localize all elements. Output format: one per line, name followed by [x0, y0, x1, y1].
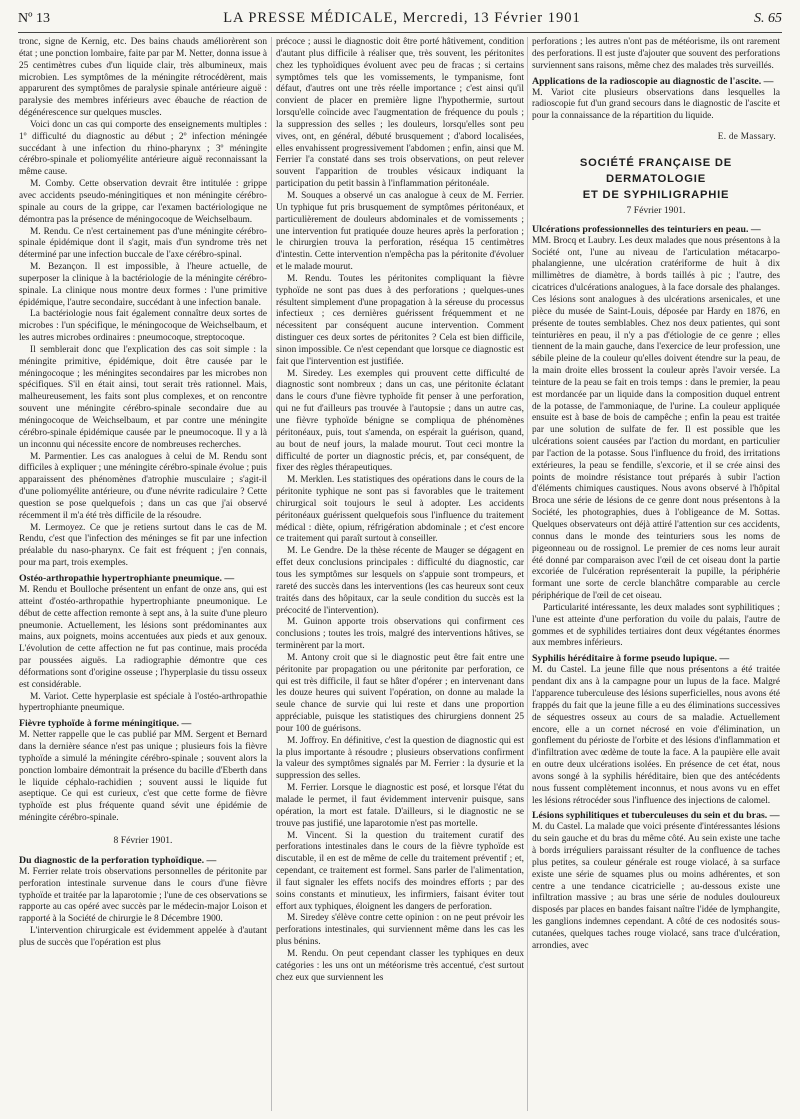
- paragraph: Particularité intéressante, les deux malades sont syphilitiques ; l'une est atteinte d'une perforation du voile du palais, l'autre de gommes et de syphilides tertiaires dont deux végétantes énormes aux membres inférieurs.: [532, 602, 780, 649]
- paragraph: M. Variot. Cette hyperplasie est spéciale à l'ostéo-arthropathie hypertrophiante pneumique.: [19, 691, 267, 714]
- column-3: [532, 37, 780, 1113]
- paragraph: M. Rendu. On peut cependant classer les typhiques en deux catégories : les uns ont un météorisme très accentué, c'est surtout chez eux que surviennent les: [276, 948, 524, 983]
- paragraph: L'intervention chirurgicale est évidemment appelée à d'autant plus de succès que l'opération est plus: [19, 926, 267, 948]
- paragraph: tronc, signe de Kernig, etc. Des bains chauds améliorèrent son état ; une ponction lombaire, faite par par M. Netter, donna issue à 25 centimètres cubes d'un liquide clair, très albumineux, mais microbien. Les symptômes de la méningite rétrocédèrent, mais apparurent des symptômes de paralysie spinale antérieure aiguë : paralysie des membres inférieurs avec ébauche de réaction de dégénérescence sur quelques muscles.: [19, 37, 267, 119]
- paragraph: M. Rendu et Boulloche présentent un enfant de onze ans, qui est atteint d'ostéo-arthropathie hypertrophiante pneumonique. Le début de cette affection remonte à sept ans, à la suite d'une pleuro pneumonie. Actuellement, les lésions sont prédominantes aux mains, aux poignets, moins accentuées aux pieds et aux genoux. L'évolution de cette affection ne fut pas continue, mais procéda par poussées aiguës. La radiographie démontre que ces déformations sont d'origine osseuse ; l'hyperplasie du tissu osseux est considérable.: [19, 584, 267, 690]
- column-divider: [271, 37, 272, 1111]
- section-heading: Fièvre typhoïde à forme méningitique. —: [19, 718, 192, 730]
- section-heading: Ulcérations professionnelles des teinturiers en peau. —: [532, 223, 761, 235]
- column-divider: [527, 37, 528, 1111]
- paragraph: MM. Brocq et Laubry. Les deux malades que nous présentons à la Société ont, l'une au niveau de l'articulation métacarpo-phalangienne, une ulcération cratériforme de huit à dix millimètres de diamètre, à bords taillés à pic ; l'autre, des cicatrices d'ulcérations analogues, à la face dorsale des phalanges. Ces lésions sont analogues à des ulcérations arsenicales, et une pièce du musée de Saint-Louis, déposée par Hardy en 1876, en présente de toutes semblables. Chez nos deux patientes, qui sont teinturières en peau, il n'y a pas d'étiologie de ce genre ; elles tiennent de la main gauche, dans l'exercice de leur profession, une sébile pleine de la couleur qu'elles doivent étendre sur la peau, de la main droite elles brossent la couleur après l'avoir versée. La teinture de la peau se fait en trois temps : dans le premier, la peau est mordancée par un liquide dans la composition duquel entrent de la potasse, de l'ammoniaque, de l'urine. La couleur appliquée ensuite est à base de bois de campêche ; enfin la peau est traitée par une solution de sulfate de fer. Il est possible que les ulcérations soient causées par l'action du mordant, en particulier par l'action de la potasse. Sous l'influence du froid, des irritations extérieures, la peau se fendille, s'excorie, et il se crée ainsi des points de moindre résistance tout préparés à subir l'action d'éléments chimiques caustiques. Nous avons observé à l'hôpital Broca une série de lésions de ce genre dont nous présentons à la Société, les photographies, dues à l'obligeance de M. Sottas. Quelques observateurs ont déjà attiré l'attention sur ces accidents, connus dans le monde des teinturiers sous les noms de pigeonneau ou de rossignol. Le premier de ces noms leur aurait été donné par comparaison avec l'œil de cet oiseau dont la partie excoriée de l'ulcération représenterait la pupille, la périphérie formant une sorte de cercle blanchâtre comparable au cercle périphérique de l'œil de cet oiseau.: [532, 235, 780, 602]
- paragraph: M. Vincent. Si la question du traitement curatif des perforations intestinales dans le cours de la fièvre typhoïde est discutable, il en est de même de celle du traitement préventif ; et, cependant, ce traitement est formel. Sans parler de l'alimentation, il faut signaler les effets nocifs des moindres efforts ; par des soins constants et minutieux, les infirmiers, faisant éviter tout effort aux typhiques, éloignent les dangers de perforation.: [276, 830, 524, 912]
- paragraph: Voici donc un cas qui comporte des enseignements multiples : 1º difficulté du diagnostic au début ; 2º infection méningée succédant à une infection du rhino-pharynx ; 3º méningite cérébro-spinale et poliomyélite antérieure aiguë reconnaissant la même cause.: [19, 119, 267, 178]
- paragraph: précoce ; aussi le diagnostic doit être porté hâtivement, condition d'autant plus difficile à réaliser que, très souvent, les péritonites chez les typhoïdiques évoluent avec peu de fracas ; si certains symptômes tels que les vomissements, le tympanisme, font défaut, d'autres ont une très réelle importance ; c'est ainsi qu'il convient de placer en première ligne l'hypothermie, surtout lorsqu'elle coïncide avec l'augmentation de fréquence du pouls ; la suppression des selles ; les douleurs, lorsqu'elles sont peu vives, ont, en général, débuté brusquement ; d'abord localisées, elles envahissent progressivement l'abdomen ; enfin, ainsi que M. Ferrier l'a constaté dans ses trois observations, on peut relever souvent l'apparition de troubles vésicaux indiquant la participation du petit bassin à l'inflammation péritonéale.: [276, 37, 524, 190]
- paragraph: M. Guinon apporte trois observations qui confirment ces conclusions ; toutes les trois, malgré des interventions hâtives, se terminèrent par la mort.: [276, 617, 524, 652]
- paragraph: M. Bezançon. Il est impossible, à l'heure actuelle, de superposer la clinique à la bactériologie de la méningite cérébro-spinale. La clinique nous montre deux formes : l'une primitive épidémique, l'autre secondaire, succédant à une infection banale.: [19, 262, 267, 308]
- paragraph: M. Comby. Cette observation devrait être intitulée : grippe avec accidents pseudo-méningitiques et non méningite cérébro-spinale au cours de la grippe, car l'examen bactériologique ne démontra pas la présence de méningocoque de Weichselbaum.: [19, 179, 267, 225]
- section-heading: Lésions syphilitiques et tuberculeuses du sein et du bras. —: [532, 810, 780, 822]
- society-heading: [532, 155, 780, 203]
- paragraph: perforations ; les autres n'ont pas de météorisme, ils ont rarement des perforations. Il est juste d'ajouter que souvent des perforations surviennent sans raisons, même chez des malades très surveillés.: [532, 37, 780, 71]
- journal-title: LA PRESSE MÉDICALE, Mercredi, 13 Février 1901: [223, 10, 581, 26]
- society-name-line-1: SOCIÉTÉ FRANÇAISE DE DERMATOLOGIE: [579, 156, 733, 185]
- section-heading: Applications de la radioscopie au diagnostic de l'ascite. —: [532, 75, 774, 87]
- paragraph: M. du Castel. La malade que voici présente d'intéressantes lésions du sein gauche et du bras du même côté. Au sein existe une tache à bords irréguliers paraissant résulter de la confluence de taches plus petites, sa couleur générale est rouge violacé, à sa surface existe une série de squames plus ou moins adhérentes, et son centre a une tendance cicatricielle ; au-dessous existe une infiltration massive ; au bras une série de nodules douloureux disposés par places en bandes faisant naître l'idée de lymphangite, les ganglions indemnes cependant. A côté de ces nodosités sous-cutanées, quelques taches rouge violacé, sans trace d'ulcération, arrondies, avec: [532, 822, 780, 951]
- paragraph: M. du Castel. La jeune fille que nous présentons a été traitée pendant dix ans à la campagne pour un lupus de la face. Malgré l'apparence tuberculeuse des lésions superficielles, nous avons été frappés du fait que la jeune fille a eu des éliminations successives de séquestres osseux au cours de sa maladie. Actuellement encore, elle a un cornet nécrosé en voie d'élimination, un gonflement du périoste de l'orbite et des lésions d'inflammation et d'infiltration avec œdème de toute la face. A la paupière elle avait en outre deux ulcérations isolées. En présence de cet état, nous avons songé à la syphilis héréditaire, bien que des antécédents nous fussent complètement inconnus, et nous avons vu en effet les lésions rétrocéder sous l'influence des injections de calomel.: [532, 665, 780, 806]
- header-rule: [18, 32, 782, 33]
- paragraph: M. Le Gendre. De la thèse récente de Mauger se dégagent en effet deux conclusions principales : difficulté du diagnostic, car tous les symptômes sur lesquels on s'appuie sont trompeurs, et rareté des succès dans les interventions (les cas heureux sont ceux traités dans des hôpitaux, car la seule condition du succès est la précocité de l'intervention).: [276, 546, 524, 616]
- section-heading: Ostéo-arthropathie hypertrophiante pneumique. —: [19, 572, 235, 584]
- paragraph: La bactériologie nous fait également connaître deux sortes de microbes : l'un spécifique, le méningocoque de Weichselbaum, et les autres microbes ordinaires : pneumocoque, streptocoque.: [19, 309, 267, 344]
- paragraph: M. Ferrier. Lorsque le diagnostic est posé, et lorsque l'état du malade le permet, il faut évidemment intervenir puisque, sans opération, la mort est fatale. D'ailleurs, si le diagnostic ne se trouve pas justifié, une laparotomie n'est pas mortelle.: [276, 783, 524, 829]
- section-heading: Syphilis héréditaire à forme pseudo lupique. —: [532, 653, 730, 665]
- section-heading: Du diagnostic de la perforation typhoïdique. —: [19, 854, 217, 866]
- issue-number: Nº 13: [18, 11, 50, 26]
- paragraph: M. Antony croit que si le diagnostic peut être fait entre une péritonite par propagation ou une péritonite par perforation, ce qui est très difficile, il faut se hâter d'opérer ; en intervenant dans les douze heures qui suivent l'opération, on donne au malade la seule chance de survie qui lui reste et dans une proportion appréciable, puisque les statistiques des chirurgiens donnent 25 pour 100 de guérisons.: [276, 652, 524, 734]
- page-folio: S. 65: [753, 11, 782, 26]
- paragraph: M. Siredey s'élève contre cette opinion : on ne peut prévoir les perforations intestinales, qui surviennent même dans les cas les plus bénins.: [276, 913, 524, 948]
- paragraph: M. Merklen. Les statistiques des opérations dans le cours de la péritonite typhique ne sont pas si favorables que le traitement chirurgical soit toujours le seul à adopter. Les accidents péritonéaux guérissent quelquefois sous l'influence du traitement médical : diète, opium, réfrigération abdominale ; et c'est encore ce traitement qui paraît surtout à conseiller.: [276, 475, 524, 545]
- session-date: 7 Février 1901.: [626, 204, 686, 216]
- page-header: [18, 10, 782, 30]
- paragraph: Il semblerait donc que l'explication des cas soit simple : la méningite primitive, épidémique, doit être causée par le méningocoque ; les méningites secondaires par les microbes non spécifiques. S'il en était ainsi, tout serait très rationnel. Mais, malheureusement, les faits sont plus complexes, et on rencontre souvent une méningite cérébro-spinale secondaire due au méningocoque de Weichselbaum, et par contre une méningite cérébro-spinale épidémique causée par le pneumocoque. Il y a là un inconnu qui nécessite encore de nombreuses recherches.: [19, 344, 267, 450]
- paragraph: M. Souques a observé un cas analogue à ceux de M. Ferrier. Un typhique fut pris brusquement de symptômes péritonéaux, et particulièrement de douleurs abdominales et de vomissements ; une intervention fut pratiquée douze heures après la perforation ; le chirurgien trouva la perforation, réséqua 15 centimètres d'intestin. Cette intervention n'empêcha pas la péritonite d'évoluer et le malade mourut.: [276, 190, 524, 273]
- paragraph: M. Rendu. Toutes les péritonites compliquant la fièvre typhoïde ne sont pas dues à des perforations ; quelques-unes résultent simplement d'une propagation à la séreuse du processus infectieux ; ces dernières guérissent fréquemment et ne nécessitent par conséquent aucune intervention. Comment distinguer ces deux sortes de péritonites ? Cela est bien difficile, sinon impossible. Ce n'est cependant que lorsque ce diagnostic est fait que l'intervention est justifiée.: [276, 273, 524, 367]
- paragraph: M. Joffroy. En définitive, c'est la question de diagnostic qui est la plus importante à résoudre ; plusieurs observations confirment la valeur des symptômes signalés par M. Ferrier : la dysurie et la suppression des selles.: [276, 735, 524, 782]
- column-1: [19, 37, 267, 1113]
- session-date: 8 Février 1901.: [113, 835, 173, 846]
- paragraph: M. Variot cite plusieurs observations dans lesquelles la radioscopie fut d'un grand secours dans le diagnostic de l'ascite et pour la connaissance de la répartition du liquide.: [532, 87, 780, 122]
- paragraph: M. Netter rappelle que le cas publié par MM. Sergent et Bernard dans la dernière séance n'est pas unique ; plusieurs fois la fièvre typhoïde a simulé la méningite cérébro-spinale ; souvent alors la ponction lombaire démontrait la présence du bacille d'Eberth dans le liquide céphalo-rachidien ; souvent aussi le liquide fut aseptique. Ce qui est curieux, c'est que cette forme de fièvre typhoïde est plus fréquente quand sévit une épidémie de méningite cérébro-spinale.: [19, 730, 267, 824]
- paragraph: M. Rendu. Ce n'est certainement pas d'une méningite cérébro-spinale épidémique dont il s'agit, mais d'un syndrome très net déterminé par une infection buccale de l'axe cérébro-spinal.: [19, 226, 267, 261]
- paragraph: M. Parmentier. Les cas analogues à celui de M. Rendu sont difficiles à expliquer ; une méningite cérébro-spinale évolue ; puis apparaissent des phénomènes d'atrophie musculaire ; s'agit-il d'une poliomyélite antérieure, ou d'une névrite radiculaire ? Cette question se pose quelquefois ; dans un cas que j'ai observé récemment il m'a été très difficile de la résoudre.: [19, 451, 267, 521]
- paragraph: M. Ferrier relate trois observations personnelles de péritonite par perforation intestinale survenue dans le cours d'une fièvre typhoïde et traitée par la laparotomie ; l'une de ces observations se rapporte au cas opéré avec succès par le médecin-major Loison et rapporté à la Société de chirurgie le 8 Décembre 1900.: [19, 866, 267, 925]
- author-signature: E. de Massary.: [717, 131, 776, 142]
- column-2: [276, 37, 524, 1113]
- paragraph: M. Siredey. Les exemples qui prouvent cette difficulté de diagnostic sont nombreux ; dans un cas, une péritonite éclatant dans le cours d'une fièvre typhoïde fit penser à une perforation, qui ne fut d'ailleurs pas trouvée à l'autopsie ; dans un autre cas, une fièvre typhoïde bénigne se compliqua de phénomènes péritonéaux, puis, tout s'amenda, on espérait la guérison, quand, au bout de neuf jours, la malade mourut. Tout ceci montre la difficulté de porter un diagnostic précis, et, par conséquent, de fixer des règles thérapeutiques.: [276, 368, 524, 474]
- paragraph: M. Lermoyez. Ce que je retiens surtout dans le cas de M. Rendu, c'est que l'infection des méninges se fit par une infection préalable du naso-pharynx. Ce fait est fréquent ; j'en connais, pour ma part, trois exemples.: [19, 522, 267, 569]
- society-name-line-2: ET DE SYPHILIGRAPHIE: [582, 188, 730, 201]
